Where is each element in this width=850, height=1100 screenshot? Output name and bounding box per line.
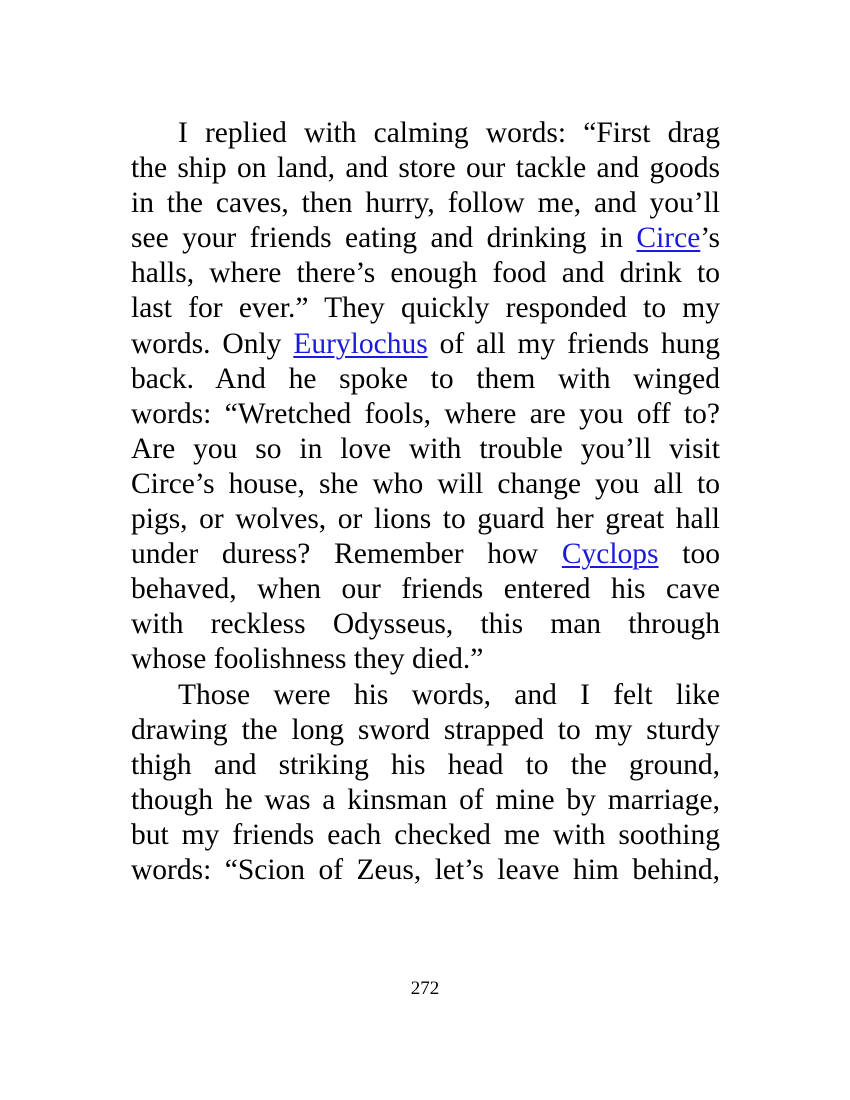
- text-line: [131, 748, 720, 783]
- text-run: under duress? Remember how: [131, 538, 562, 571]
- text-line: [131, 116, 720, 151]
- text-line: [131, 853, 720, 888]
- text-run: see your friends eating and drinking in: [131, 222, 637, 255]
- text-line: [131, 467, 720, 502]
- text-run: behaved, when our friends entered his cave: [131, 573, 720, 606]
- text-line: [131, 783, 720, 818]
- text-line: [131, 291, 720, 326]
- text-run: words: “Scion of Zeus, let’s leave him behind,: [131, 853, 720, 886]
- text-run: but my friends each checked me with soothing: [131, 818, 720, 851]
- text-run: the ship on land, and store our tackle and goods: [131, 152, 720, 185]
- text-run: Those were his words, and I felt like: [178, 678, 720, 711]
- paragraph: [131, 678, 720, 889]
- text-run: in the caves, then hurry, follow me, and you’ll: [131, 187, 720, 220]
- text-run: words: “Wretched fools, where are you off to?: [131, 397, 720, 430]
- hyperlink-circe[interactable]: Circe: [636, 222, 701, 255]
- text-line: [131, 221, 720, 256]
- text-run: though he was a kinsman of mine by marriage,: [131, 783, 720, 816]
- text-line: [131, 327, 720, 362]
- text-run: pigs, or wolves, or lions to guard her great hall: [131, 503, 720, 536]
- text-run: whose foolishness they died.”: [131, 643, 484, 676]
- text-line: [131, 642, 720, 677]
- hyperlink-cyclops[interactable]: Cyclops: [561, 538, 659, 571]
- body-text: [131, 116, 720, 888]
- text-run: thigh and striking his head to the ground,: [131, 748, 720, 781]
- text-run: drawing the long sword strapped to my sturdy: [131, 713, 720, 746]
- text-line: [131, 502, 720, 537]
- text-line: [131, 818, 720, 853]
- text-line: [131, 397, 720, 432]
- text-run: ’s: [700, 222, 720, 255]
- text-run: words. Only: [131, 327, 294, 360]
- text-run: with reckless Odysseus, this man through: [131, 608, 720, 641]
- text-run: back. And he spoke to them with winged: [131, 362, 720, 395]
- text-run: last for ever.” They quickly responded to my: [131, 292, 720, 325]
- text-line: [131, 607, 720, 642]
- text-line: [131, 537, 720, 572]
- text-line: [131, 256, 720, 291]
- text-line: [131, 572, 720, 607]
- text-run: too: [658, 538, 720, 571]
- text-run: of all my friends hung: [427, 327, 720, 360]
- text-line: [131, 151, 720, 186]
- text-line: [131, 186, 720, 221]
- text-run: Are you so in love with trouble you’ll visit: [131, 432, 720, 465]
- text-run: halls, where there’s enough food and drink to: [131, 257, 720, 290]
- hyperlink-eurylochus[interactable]: Eurylochus: [293, 327, 428, 360]
- page-number: 272: [410, 978, 440, 999]
- text-line: [131, 678, 720, 713]
- paragraph: [131, 116, 720, 678]
- text-line: [131, 362, 720, 397]
- text-run: I replied with calming words: “First drag: [178, 117, 720, 149]
- text-line: [131, 432, 720, 467]
- text-run: Circe’s house, she who will change you all to: [131, 467, 720, 500]
- text-line: [131, 713, 720, 748]
